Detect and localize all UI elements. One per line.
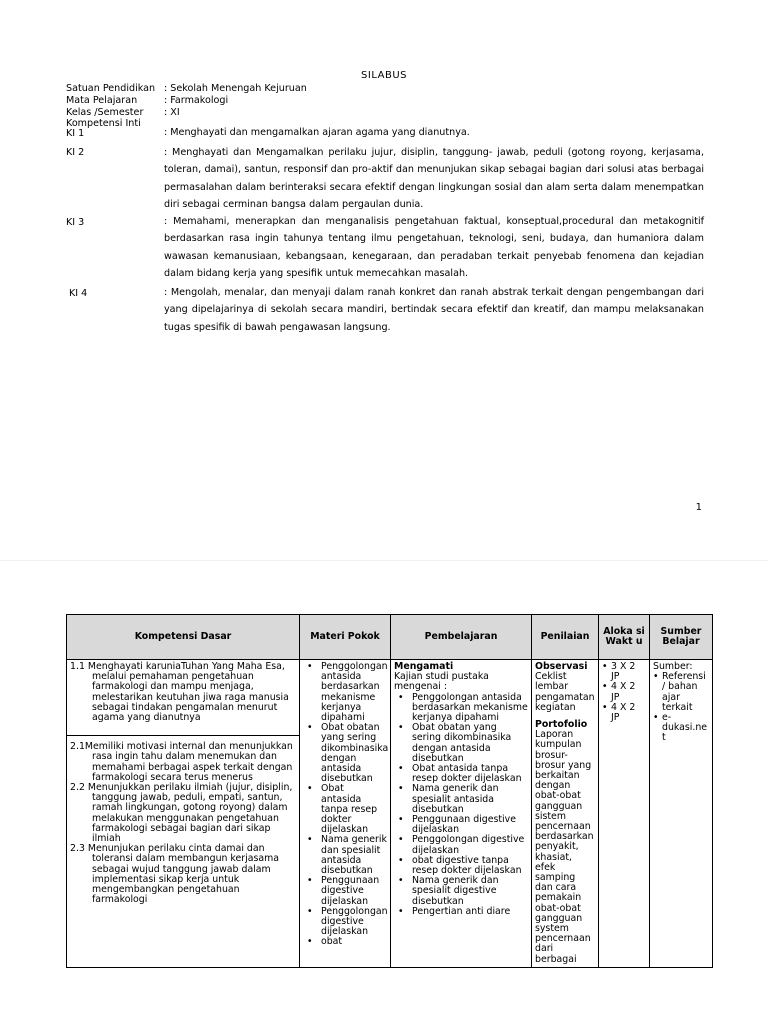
kd-item-2-3: 2.3 Menunjukan perilaku cinta damai dan toleransi dalam membangun kerjasama sebagai wujud tanggung jawab dalam implementasi sikap kerja untuk mengembangkan pengetahuan farmakologi [70, 843, 280, 906]
cell-sumber-belajar [650, 660, 713, 968]
header-sumber-belajar: Sumber Belajar [650, 615, 713, 660]
list-item: • Obat antasida tanpa resep dokter dijelaskan [394, 764, 528, 784]
identity-label: Kompetensi Inti [66, 118, 141, 129]
header-alokasi-waktu: Aloka si Wakt u [599, 615, 650, 660]
cell-pembelajaran [391, 660, 532, 968]
cell-penilaian [532, 660, 599, 968]
list-item: • 4 X 2 JP [602, 703, 646, 723]
list-item: • obat [303, 937, 387, 947]
cell-alokasi-waktu [599, 660, 650, 968]
kd-item-1-1: 1.1 Menghayati karuniaTuhan Yang Maha Esa, melalui pemahaman pengetahuan farmakologi dan mampu menjaga, melestarikan keutuhan jiwa raga manusia sebagai tindakan pengamalan menurut agama yang dianutnya [70, 661, 289, 724]
list-item: • 4 X 2 JP [602, 682, 646, 702]
ki-2-label: KI 2 [66, 147, 85, 158]
identity-label: Mata Pelajaran [66, 95, 138, 106]
cell-kompetensi-dasar [67, 660, 300, 968]
table-header-row [67, 615, 713, 660]
identity-value: : Farmakologi [164, 95, 229, 106]
ki-2-text: : Menghayati dan Mengamalkan perilaku jujur, disiplin, tanggung- jawab, peduli (gotong royong, kerjasama, toleran, damai), santun, responsif dan pro-aktif dan menunjukan sikap sebagai bagian dari solusi atas berbagai permasalahan dalam berinteraksi secara efektif dengan lingkungan sosial dan alam serta dalam menempatkan diri sebagai cerminan bangsa dalam pergaulan dunia. [164, 147, 704, 210]
identity-row-mapel [66, 95, 228, 106]
list-item: • Penggolongan antasida berdasarkan mekanisme kerjanya dipahami [394, 693, 528, 724]
list-item: • Nama generik dan spesialit antasida disebutkan [394, 784, 528, 815]
page-number: 1 [695, 502, 702, 513]
list-item: • obat digestive tanpa resep dokter dijelaskan [394, 856, 528, 876]
ki-3-label: KI 3 [66, 217, 85, 228]
header-kompetensi-dasar: Kompetensi Dasar [67, 615, 300, 660]
pembelajaran-heading: Mengamati [394, 661, 454, 672]
header-pembelajaran: Pembelajaran [391, 615, 532, 660]
ki-4-text: : Mengolah, menalar, dan menyaji dalam ranah konkret dan ranah abstrak terkait dengan pengembangan dari yang dipelajarinya di sekolah secara mandiri, bertindak secara efektif dan kreatif, dan mampu melaksanakan tugas spesifik di bawah pengawasan langsung. [164, 287, 704, 333]
identity-value: : XI [164, 107, 180, 118]
list-item: • Referensi / bahan ajar terkait [653, 672, 709, 713]
penilaian-heading-portofolio: Portofolio [535, 719, 588, 731]
ki-3-text: : Memahami, menerapkan dan menganalisis pengetahuan faktual, konseptual,procedural dan metakognitif berdasarkan rasa ingin tahunya tentang ilmu pengetahuan, teknologi, seni, budaya, dan humaniora dalam wawasan kemanusiaan, kebangsaan, kenegaraan, dan peradaban terkait penyebab fenomena dan kejadian dalam bidang kerja yang spesifik untuk memecahkan masalah. [164, 216, 704, 279]
list-item: • 3 X 2 JP [602, 662, 646, 682]
alokasi-list [602, 662, 646, 723]
list-item: • Nama generik dan spesialit digestive disebutkan [394, 876, 528, 907]
document-title: SILABUS [361, 70, 407, 81]
identity-row-kelas [66, 107, 180, 118]
silabus-table [66, 614, 713, 968]
list-item: • Penggolongan digestive dijelaskan [394, 835, 528, 855]
pembelajaran-list [394, 693, 528, 917]
ki-1-label: KI 1 [66, 128, 85, 139]
penilaian-text-observasi: Ceklist lembar pengamatan kegiatan [535, 671, 595, 713]
kd-item-2-2: 2.2 Menunjukkan perilaku ilmiah (jujur, disiplin, tanggung jawab, peduli, empati, santun, ramah lingkungan, gotong royong) dalam melakukan menggunakan pengetahuan farmakologi sebagai bagian dari sikap ilmiah [70, 782, 293, 845]
list-item: • e-dukasi.net [653, 713, 709, 744]
penilaian-heading-observasi: Observasi [535, 661, 588, 672]
header-materi-pokok: Materi Pokok [300, 615, 391, 660]
sumber-list [653, 672, 709, 743]
list-item: • Obat obatan yang sering dikombinasika dengan antasida disebutkan [394, 723, 528, 764]
kd-group-2 [67, 735, 299, 905]
sumber-label: Sumber: [653, 661, 693, 672]
list-item: • Nama generik dan spesialit antasida disebutkan [303, 835, 387, 876]
list-item: • Obat antasida tanpa resep dokter dijelaskan [303, 784, 387, 835]
ki-1-text: : Menghayati dan mengamalkan ajaran agama yang dianutnya. [164, 127, 470, 138]
list-item: • Penggunaan digestive dijelaskan [394, 815, 528, 835]
cell-materi-pokok [300, 660, 391, 968]
list-item: • Obat obatan yang sering dikombinasika dengan antasida disebutkan [303, 723, 387, 784]
header-penilaian: Penilaian [532, 615, 599, 660]
table-row [67, 660, 713, 968]
list-item: • Penggolongan antasida berdasarkan mekanisme kerjanya dipahami [303, 662, 387, 723]
identity-label: Satuan Pendidikan [66, 83, 156, 94]
materi-list [303, 662, 387, 948]
ki-4-label: KI 4 [69, 288, 88, 299]
penilaian-text-portofolio: Laporan kumpulan brosur-brosur yang berkaitan dengan obat-obat gangguan sistem pencernaan berdasarkan penyakit, khasiat, efek samping dan cara pemakain obat-obat gangguan system pencernaan dari berbagai [535, 729, 594, 965]
list-item: • Pengertian anti diare [394, 907, 528, 917]
identity-row-satuan [66, 83, 307, 94]
identity-label: Kelas /Semester [66, 107, 144, 118]
page-divider [0, 560, 768, 561]
pembelajaran-intro: Kajian studi pustaka mengenai : [394, 671, 489, 693]
kd-item-2-1: 2.1Memiliki motivasi internal dan menunjukkan rasa ingin tahu dalam menemukan dan memahami berbagai aspek terkait dengan farmakologi secara terus menerus [70, 741, 293, 783]
list-item: • Penggunaan digestive dijelaskan [303, 876, 387, 907]
identity-value: : Sekolah Menengah Kejuruan [164, 83, 307, 94]
list-item: • Penggolongan digestive dijelaskan [303, 907, 387, 938]
